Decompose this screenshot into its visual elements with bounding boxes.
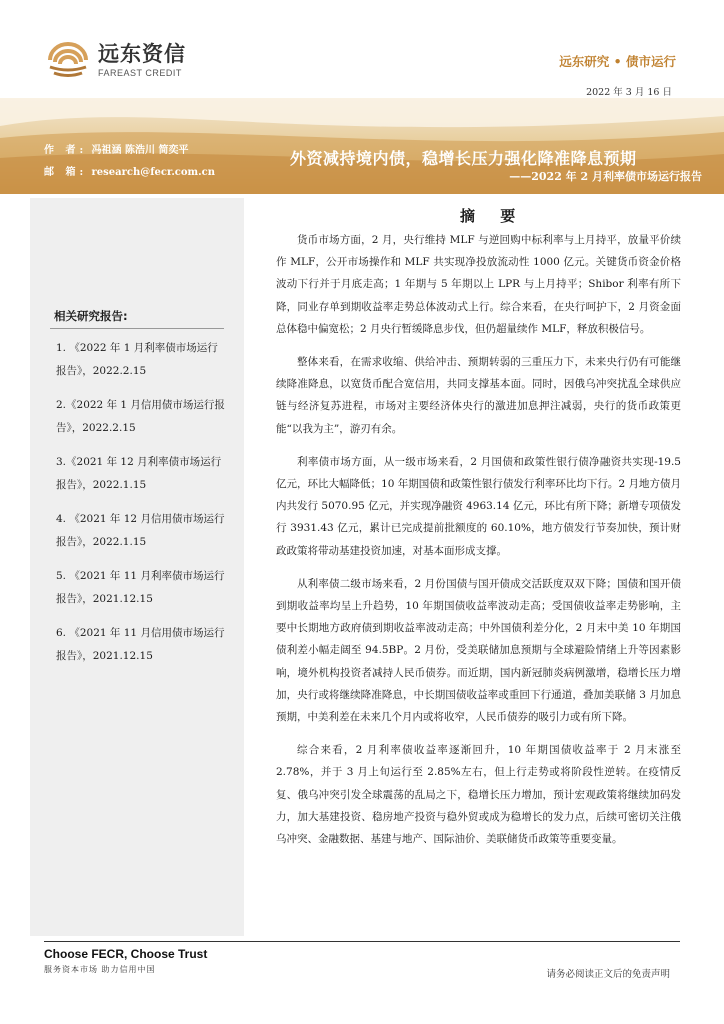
abstract-paragraph: 整体来看，在需求收缩、供给冲击、预期转弱的三重压力下，未来央行仍有可能继续降准降息，以宽货币配合宽信用，共同支撑基本面。同时，因俄乌冲突扰乱全球供应链与经济复苏进程，市场对主要经济体央行的激进加息押注减弱，央行的货币政策更能“以我为主”，游刃有余。 (276, 356, 681, 435)
related-report-item[interactable]: 3.《2021 年 12 月利率债市场运行报告》，2022.1.15 (56, 456, 222, 491)
report-subtitle: ——2022 年 2 月利率债市场运行报告 (509, 170, 702, 183)
authors-row (44, 140, 215, 162)
related-reports-divider (50, 328, 224, 329)
abstract-paragraph: 综合来看，2 月利率债收益率逐渐回升，10 年期国债收益率于 2 月末涨至 2.78%，并于 3 月上旬运行至 2.85%左右，但上行走势或将阶段性逆转。在疫情反复、俄乌冲突引发全球震荡的乱局之下，稳增长压力增加，预计宏观政策将继续加码发力，加大基建投资、稳房地产投资与稳外贸或成为稳增长的发力点，后续可密切关注俄乌冲突、金融数据、基建与地产、国际油价、美联储货币政策等重要变量。 (276, 744, 681, 846)
related-report-item[interactable]: 4. 《2021 年 12 月信用债市场运行报告》，2022.1.15 (56, 513, 225, 548)
abstract-paragraph: 货币市场方面，2 月，央行维持 MLF 与逆回购中标利率与上月持平，放量平价续作 MLF，公开市场操作和 MLF 共实现净投放流动性 1000 亿元。关键货币资金价格波动下行并于月底走高；1 年期与 5 年期以上 LPR 与上月持平；Shibor 利率有所下降，同业存单到期收益率走势总体波动式上行。综合来看，在央行呵护下，2 月资金面总体稳中偏宽松；2 月央行暂缓降息步伐，但仍超量续作 MLF，释放积极信号。 (276, 234, 681, 335)
email-address[interactable]: research@fecr.com.cn (91, 167, 215, 178)
email-row (44, 162, 215, 184)
footer-divider (44, 941, 680, 942)
related-reports-title: 相关研究报告: (54, 309, 128, 323)
logo-chinese-name: 远东资信 (98, 42, 186, 66)
authors-names: 冯祖涵 陈浩川 简奕平 (91, 145, 189, 156)
related-report-item[interactable]: 5. 《2021 年 11 月利率债市场运行报告》，2021.12.15 (56, 570, 225, 605)
company-logo (44, 40, 186, 80)
report-series: 远东研究 • 债市运行 (559, 54, 676, 69)
email-label: 邮 箱: (44, 167, 88, 178)
abstract-paragraph: 从利率债二级市场来看，2 月份国债与国开债成交活跃度双双下降；国债和国开债到期收益率均呈上升趋势，10 年期国债收益率波动走高；受国债收益率走势影响，主要中长期地方政府债到期收益率波动走高；中外国债利差分化，2 月末中美 10 年期国债利差小幅走阔至 94.5BP。2 月份，受美联储加息预期与全球避险情绪上升等因素影响，境外机构投资者减持人民币债券。而近期，国内新冠肺炎病例激增，稳增长压力增加，央行或将继续降准降息，中长期国债收益率或重回下行通道，叠加美联储 3 月加息预期，中美利差在未来几个月内或将收窄，人民币债券的吸引力或有所下降。 (276, 577, 681, 724)
report-date: 2022 年 3 月 16 日 (586, 87, 672, 98)
report-title: 外资减持境内债，稳增长压力强化降准降息预期 (290, 149, 637, 168)
related-report-item[interactable]: 6. 《2021 年 11 月信用债市场运行报告》，2021.12.15 (56, 627, 225, 662)
abstract-paragraph: 利率债市场方面，从一级市场来看，2 月国债和政策性银行债净融资共实现-19.5 亿元，环比大幅降低；10 年期国债和政策性银行债发行利率环比均下行。2 月地方债月内共发行 5070.95 亿元，并实现净融资 4963.14 亿元，环比有所下降；新增专项债发行 3931.43 亿元，累计已完成提前批额度的 60.10%，地方债发行节奏加快，预计财政政策将带动基建投资加速，对基本面形成支撑。 (276, 455, 681, 557)
related-report-item[interactable]: 2.《2022 年 1 月信用债市场运行报告》，2022.2.15 (56, 399, 225, 434)
footer-slogan: Choose FECR, Choose Trust (44, 947, 208, 961)
abstract-heading: 摘 要 (460, 207, 526, 225)
footer-slogan-chinese: 服务资本市场 助力信用中国 (44, 965, 156, 974)
footer-disclaimer: 请务必阅读正文后的免责声明 (546, 969, 670, 980)
abstract-body (276, 229, 681, 861)
related-report-item[interactable]: 1. 《2022 年 1 月利率债市场运行报告》，2022.2.15 (56, 342, 218, 377)
author-info (44, 140, 215, 184)
fareast-logo-icon (44, 40, 92, 80)
authors-label: 作 者: (44, 145, 88, 156)
logo-english-name: FAREAST CREDIT (98, 68, 182, 78)
related-reports-list (56, 337, 226, 679)
